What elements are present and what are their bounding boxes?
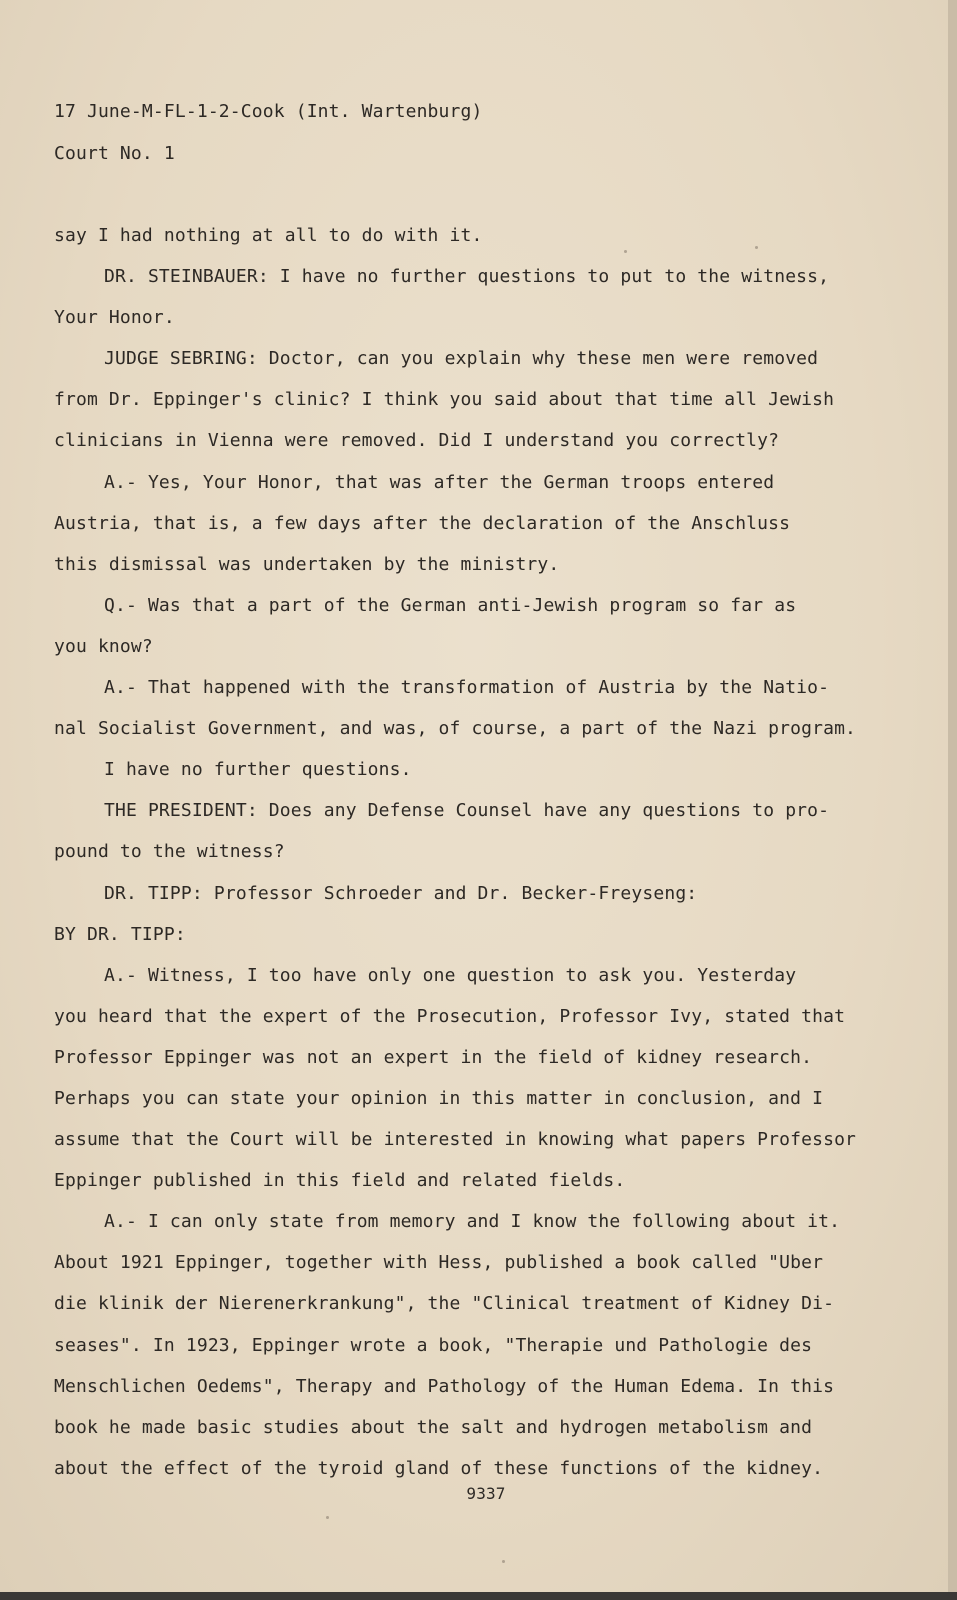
transcript-line: THE PRESIDENT: Does any Defense Counsel have any questions to pro- [104, 800, 830, 822]
scan-bottom-edge [0, 1592, 957, 1600]
transcript-line: pound to the witness? [54, 841, 285, 863]
transcript-line: Austria, that is, a few days after the declaration of the Anschluss [54, 512, 791, 534]
transcript-body [54, 224, 904, 1498]
paper-speck [624, 250, 627, 253]
transcript-line: you heard that the expert of the Prosecution, Professor Ivy, stated that [54, 1005, 846, 1027]
transcript-line: book he made basic studies about the salt and hydrogen metabolism and [54, 1416, 813, 1438]
transcript-line: from Dr. Eppinger's clinic? I think you said about that time all Jewish [54, 389, 835, 411]
scan-edge [948, 0, 957, 1600]
transcript-line: Perhaps you can state your opinion in this matter in conclusion, and I [54, 1087, 824, 1109]
transcript-line: DR. STEINBAUER: I have no further questions to put to the witness, [104, 266, 830, 288]
header-session-line: 17 June-M-FL-1-2-Cook (Int. Wartenburg) [54, 101, 483, 122]
transcript-line: about the effect of the tyroid gland of these functions of the kidney. [54, 1457, 824, 1479]
paper-speck [755, 246, 758, 249]
transcript-line: BY DR. TIPP: [54, 923, 186, 945]
transcript-line: A.- Witness, I too have only one question to ask you. Yesterday [104, 964, 797, 986]
transcript-line: A.- I can only state from memory and I know the following about it. [104, 1211, 841, 1233]
paper-speck [502, 1560, 505, 1563]
transcript-line: JUDGE SEBRING: Doctor, can you explain why these men were removed [104, 348, 819, 370]
transcript-line: DR. TIPP: Professor Schroeder and Dr. Becker-Freyseng: [104, 882, 698, 904]
transcript-line: Eppinger published in this field and related fields. [54, 1170, 626, 1192]
transcript-line: A.- Yes, Your Honor, that was after the German troops entered [104, 471, 775, 493]
transcript-line: About 1921 Eppinger, together with Hess, published a book called "Uber [54, 1252, 824, 1274]
paper-speck [326, 1516, 329, 1519]
transcript-line: say I had nothing at all to do with it. [54, 225, 483, 246]
page-number: 9337 [466, 1484, 506, 1503]
transcript-line: Q.- Was that a part of the German anti-Jewish program so far as [104, 594, 797, 616]
transcript-line: Menschlichen Oedems", Therapy and Pathology of the Human Edema. In this [54, 1375, 835, 1397]
transcript-line: seases". In 1923, Eppinger wrote a book, "Therapie und Pathologie des [54, 1334, 813, 1356]
transcript-line: clinicians in Vienna were removed. Did I understand you correctly? [54, 430, 780, 452]
transcript-line: I have no further questions. [104, 759, 412, 781]
transcript-line: assume that the Court will be interested in knowing what papers Professor [54, 1129, 857, 1151]
transcript-line: you know? [54, 635, 153, 657]
transcript-line: Your Honor. [54, 307, 175, 329]
document-header [54, 100, 483, 184]
transcript-line: this dismissal was undertaken by the ministry. [54, 553, 560, 575]
transcript-line: Professor Eppinger was not an expert in the field of kidney research. [54, 1046, 813, 1068]
transcript-line: A.- That happened with the transformation of Austria by the Natio- [104, 677, 830, 699]
header-court-line: Court No. 1 [54, 143, 175, 164]
transcript-line: die klinik der Nierenerkrankung", the "Clinical treatment of Kidney Di- [54, 1293, 835, 1315]
transcript-line: nal Socialist Government, and was, of course, a part of the Nazi program. [54, 718, 857, 740]
